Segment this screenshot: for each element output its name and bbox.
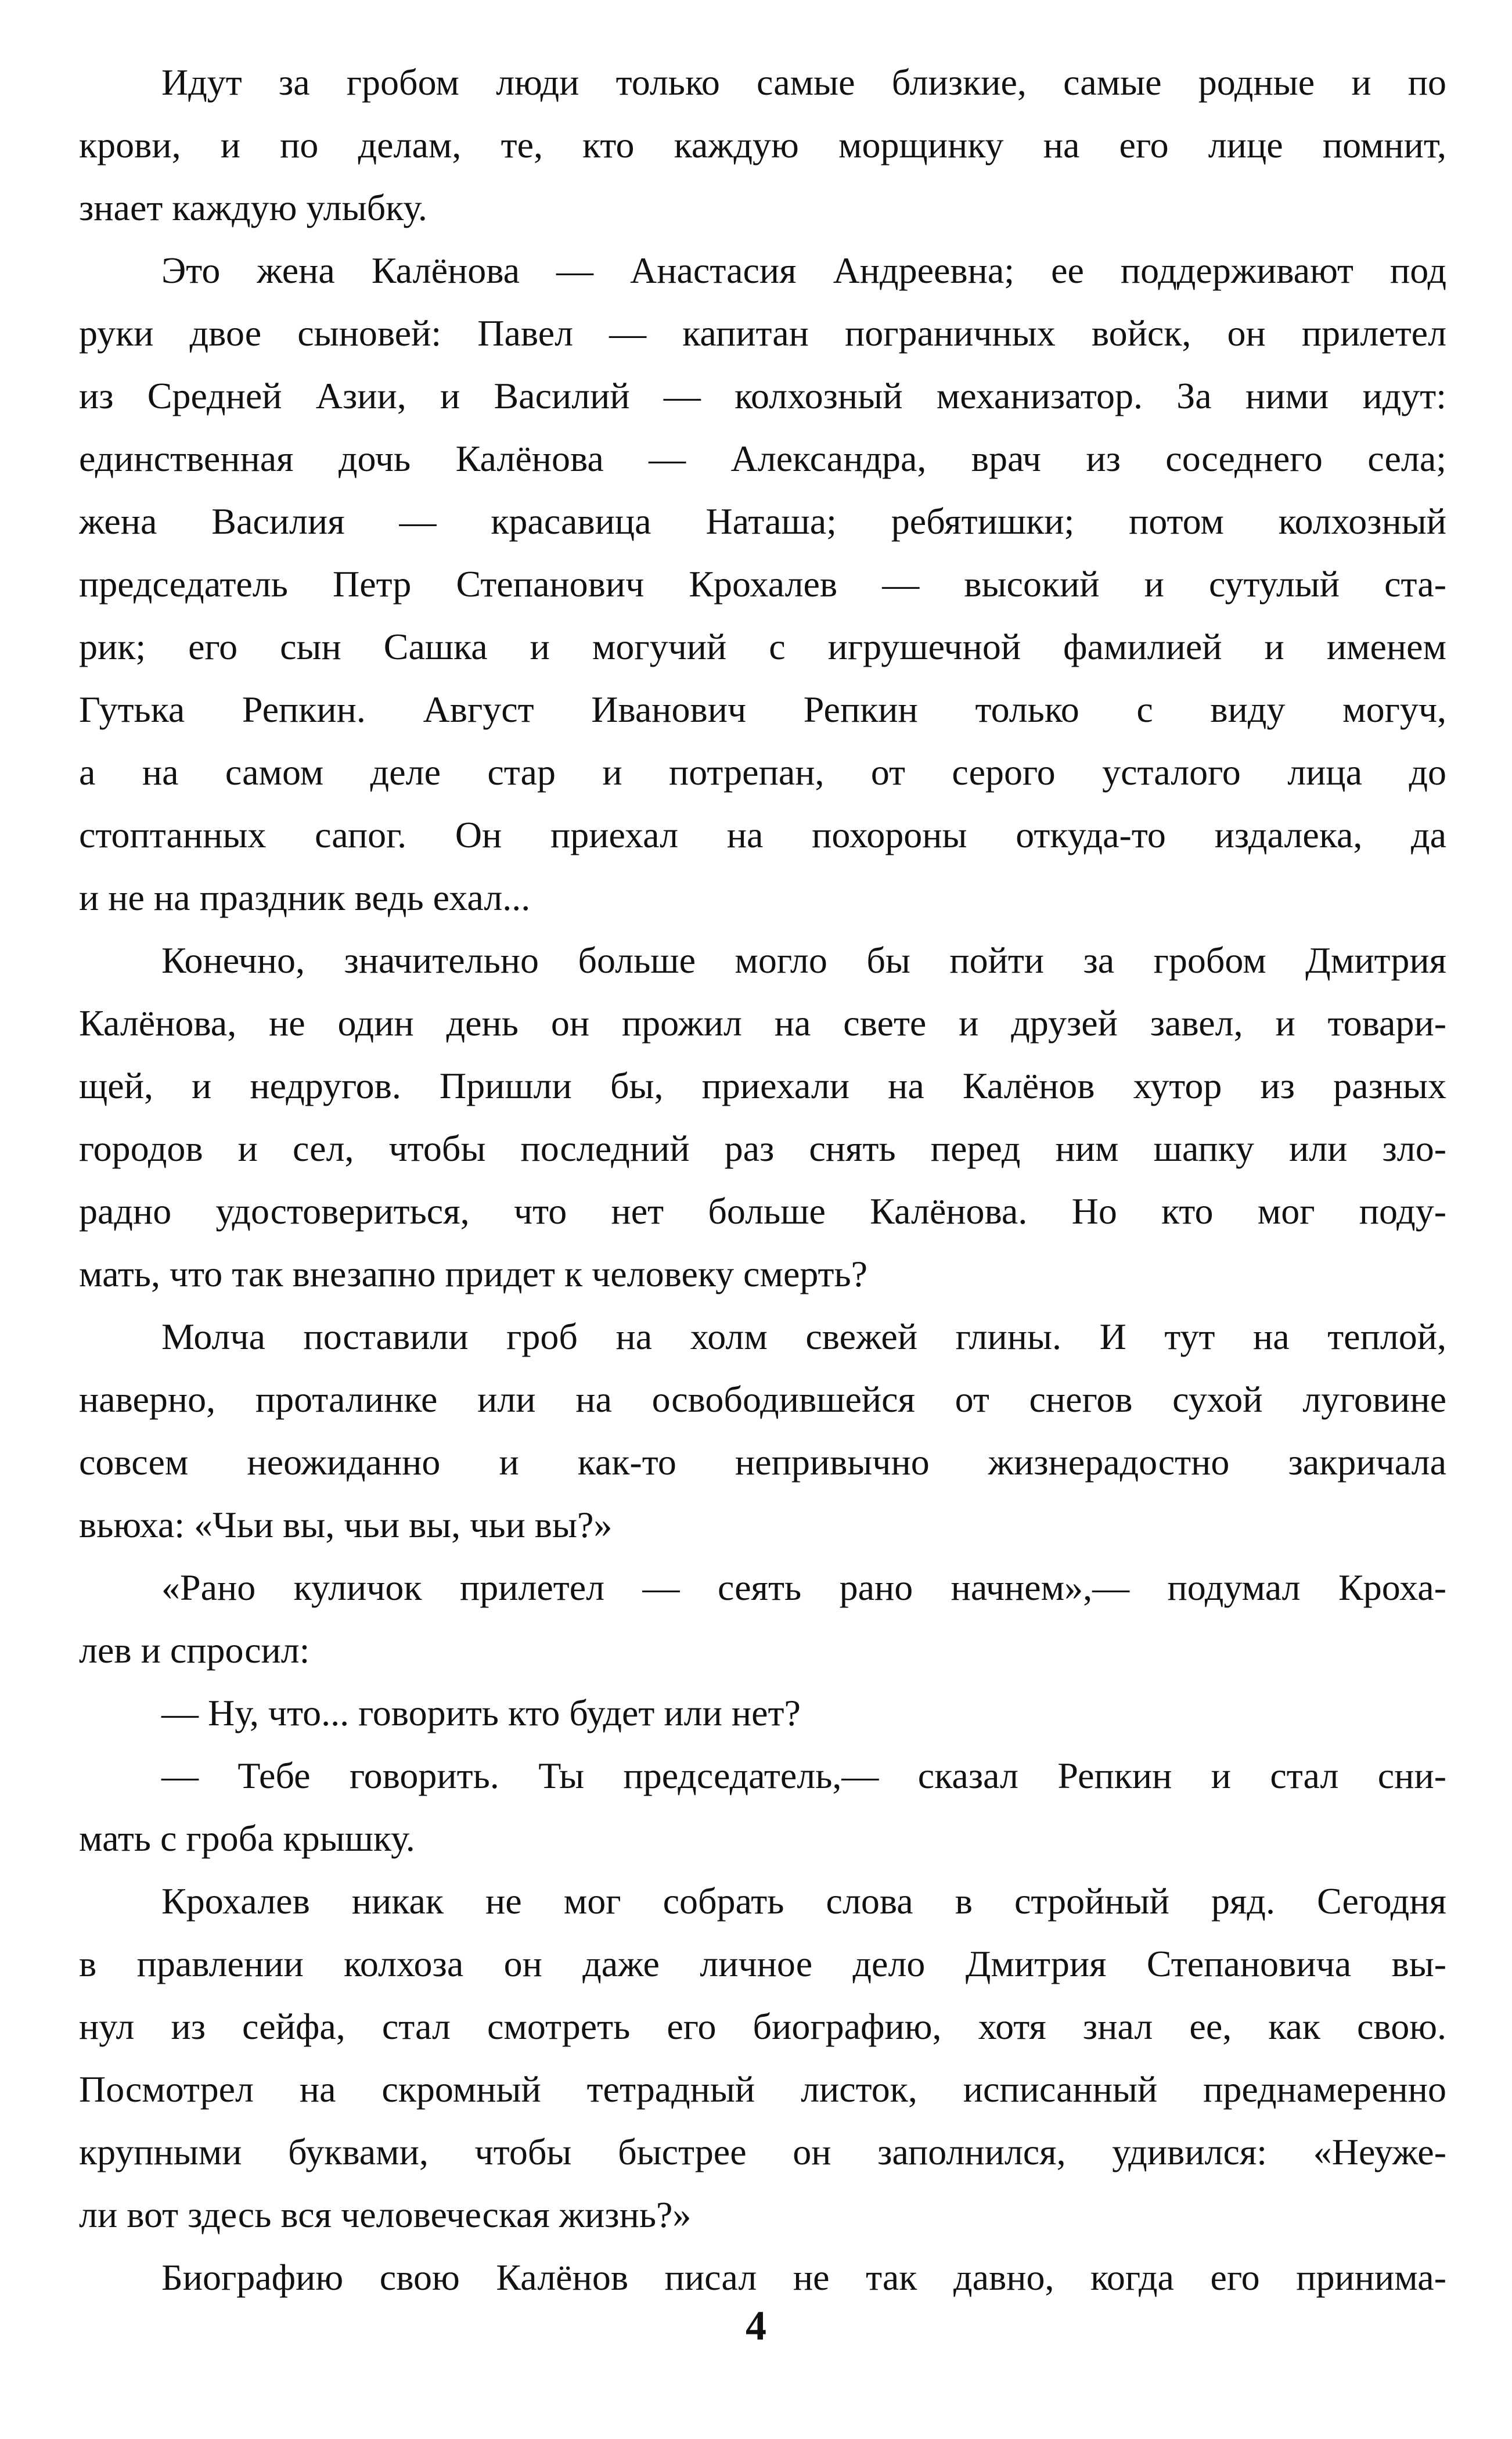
text-line: Это жена Калёнова — Анастасия Андреевна; ее поддерживают под <box>161 250 1446 291</box>
body-text <box>79 51 1446 2309</box>
text-line: крови, и по делам, те, кто каждую морщинку на его лице помнит, <box>79 124 1446 166</box>
text-line: вьюха: «Чьи вы, чьи вы, чьи вы?» <box>79 1504 613 1545</box>
text-line: Идут за гробом люди только самые близкие, самые родные и по <box>161 62 1446 103</box>
text-line: руки двое сыновей: Павел — капитан пограничных войск, он прилетел <box>79 312 1446 354</box>
text-line: жена Василия — красавица Наташа; ребятишки; потом колхозный <box>79 501 1446 542</box>
text-line: а на самом деле стар и потрепан, от серого усталого лица до <box>79 751 1446 793</box>
text-line: Крохалев никак не мог собрать слова в стройный ряд. Сегодня <box>161 1880 1446 1922</box>
text-line: рик; его сын Сашка и могучий с игрушечной фамилией и именем <box>79 626 1446 667</box>
text-line: — Ну, что... говорить кто будет или нет? <box>161 1692 801 1733</box>
text-line: мать, что так внезапно придет к человеку смерть? <box>79 1253 868 1294</box>
text-line: городов и сел, чтобы последний раз снять перед ним шапку или зло- <box>79 1128 1446 1169</box>
text-line: нул из сейфа, стал смотреть его биографию, хотя знал ее, как свою. <box>79 2006 1446 2047</box>
text-line: — Тебе говорить. Ты председатель,— сказал Репкин и стал сни- <box>161 1755 1446 1796</box>
text-line: ли вот здесь вся человеческая жизнь?» <box>79 2194 692 2235</box>
text-line: лев и спросил: <box>79 1629 310 1671</box>
text-line: Гутька Репкин. Август Иванович Репкин только с виду могуч, <box>79 689 1446 730</box>
text-line: наверно, проталинке или на освободившейся от снегов сухой луговине <box>79 1379 1446 1420</box>
page-number: 4 <box>746 2303 766 2349</box>
text-line: Калёнова, не один день он прожил на свете и друзей завел, и товари- <box>79 1002 1446 1044</box>
text-line: радно удостовериться, что нет больше Калёнова. Но кто мог поду- <box>79 1190 1446 1232</box>
text-line: стоптанных сапог. Он приехал на похороны откуда-то издалека, да <box>79 814 1446 855</box>
text-line: мать с гроба крышку. <box>79 1818 415 1859</box>
text-line: из Средней Азии, и Василий — колхозный механизатор. За ними идут: <box>79 375 1446 416</box>
text-line: единственная дочь Калёнова — Александра, врач из соседнего села; <box>79 438 1446 479</box>
text-line: председатель Петр Степанович Крохалев — высокий и сутулый ста- <box>79 563 1446 605</box>
text-line: «Рано куличок прилетел — сеять рано начнем»,— подумал Кроха- <box>161 1567 1446 1608</box>
text-line: крупными буквами, чтобы быстрее он заполнился, удивился: «Неуже- <box>79 2131 1446 2172</box>
text-line: Биографию свою Калёнов писал не так давно, когда его принима- <box>161 2257 1446 2298</box>
text-line: щей, и недругов. Пришли бы, приехали на Калёнов хутор из разных <box>79 1065 1446 1106</box>
text-line: совсем неожиданно и как-то непривычно жизнерадостно закричала <box>79 1441 1446 1483</box>
text-line: Посмотрел на скромный тетрадный листок, исписанный преднамеренно <box>79 2069 1446 2110</box>
text-line: в правлении колхоза он даже личное дело Дмитрия Степановича вы- <box>79 1943 1446 1984</box>
text-line: Молча поставили гроб на холм свежей глины. И тут на теплой, <box>161 1316 1446 1357</box>
text-line: Конечно, значительно больше могло бы пойти за гробом Дмитрия <box>161 940 1446 981</box>
text-line: и не на праздник ведь ехал... <box>79 877 531 918</box>
text-line: знает каждую улыбку. <box>79 187 427 228</box>
